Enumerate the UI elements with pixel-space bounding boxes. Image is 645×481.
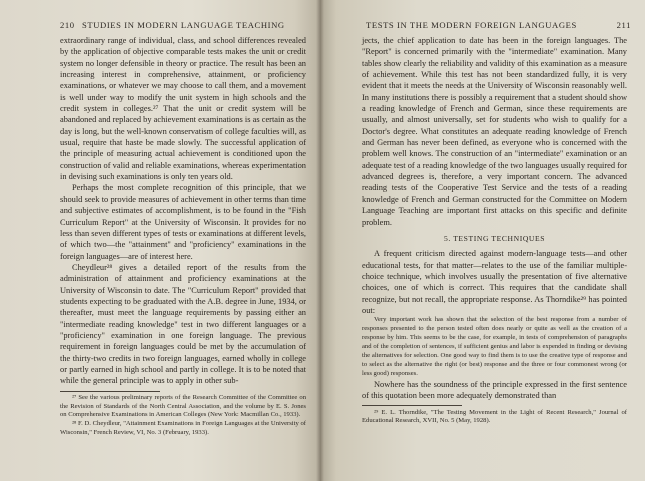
block-quote: Very important work has shown that the selection of the best response from a number of responses presented to the person tested often does nearly or quite as well as the creation of a response by him. This seems to be the case, for example, in tests of comprehension of paragraphs and of the completion of sentences, if sufficient genius and labor is expended in finding or devising the alternatives for selection. One good way to find them is to use the creative type of response and to select as the alternative the right (or best) response and the three or four commonest wrong (or less good) responses. bbox=[362, 316, 627, 377]
right-running-head: TESTS IN THE MODERN FOREIGN LANGUAGES bbox=[366, 20, 577, 30]
left-paragraph: Perhaps the most complete recognition of this principle, that we should seek to provide measures of achievement in other terms than time and subjective estimates of accomplishment, is to be found in the "Fish Curriculum Report" at the University of Wisconsin. It provides for no less than seven different types of tests or examinations at different levels, of which two—the "attainment" and "proficiency" examinations in the foreign languages—are of interest here. bbox=[60, 183, 306, 261]
right-page-number: 211 bbox=[616, 20, 631, 30]
footnote: ²⁹ E. L. Thorndike, "The Testing Movement in the Light of Recent Research," Journal of Educational Research, XVII, No. 5 (May, 1928). bbox=[362, 408, 627, 425]
footnote-rule bbox=[362, 405, 462, 406]
left-running-head: STUDIES IN MODERN LANGUAGE TEACHING bbox=[82, 20, 285, 30]
footnote: ²⁸ F. D. Cheydleur, "Attainment Examinations in Foreign Languages at the University of Wisconsin," French Review, VI, No. 3 (February, 1933). bbox=[60, 420, 306, 436]
section-heading: 5. TESTING TECHNIQUES bbox=[443, 233, 546, 243]
right-paragraph: Nowhere has the soundness of the principle expressed in the first sentence of this quotation been more adequately demonstrated than bbox=[362, 379, 627, 400]
left-page bbox=[0, 0, 320, 481]
right-paragraph: A frequent criticism directed against modern-language tests—and other educational tests, for that matter—relates to the use of the familiar multiple-choice technique, which involves usually the presentation of five alternative choices, one of which is correct. This requires that the candidate shall recognize, but not recall, the appropriate response. As Thorndike²⁹ has pointed out: bbox=[362, 249, 627, 315]
footnote-rule bbox=[60, 391, 160, 392]
book-gutter bbox=[316, 0, 324, 481]
left-paragraph: extraordinary range of individual, class, and school differences revealed by the application of objective comparable tests makes the unit or credit system no longer defensible in theory or practice. The result has been an increasing interest in comprehensive, attainment, or proficiency examinations, or whatever we may choose to call them, and a movement is well under way to modify the unit system in high schools and the credit system in colleges.²⁷ That the unit or credit system will be abandoned and replaced by achievement examinations is as certain as the day is long, but the well-known conservatism of college faculties will, as usual, require that haste be made slowly. The successful application of the principle of measuring actual achievement is conditioned upon the construction of valid and reliable examinations, whereas experimentation in devising such examinations is only ten years old. bbox=[60, 36, 306, 182]
footnote: ²⁷ See the various preliminary reports of the Research Committee of the Committee on the Revision of Standards of the North Central Association, and the volume by E. S. Jones on Comprehensive Examinations in American Colleges (New York: Macmillan Co., 1933). bbox=[60, 394, 306, 419]
left-paragraph: Cheydleur²⁸ gives a detailed report of the results from the administration of attainment and proficiency examinations at the University of Wisconsin to date. The "Curriculum Report" provided that students expecting to be graduated with the A.B. degree in June, 1934, or thereafter, must meet the language requirements by passing either an "intermediate reading knowledge" test in two different languages or a "proficiency" examination in one foreign language. The previous requirement in foreign languages could be met by the accumulation of the thirty-two credits in two foreign languages, earned wholly in college or partly earned in high school and partly in college. It is to be noted that while the general principle was to apply in other sub- bbox=[60, 262, 306, 386]
right-page-body bbox=[362, 35, 627, 426]
left-page-number: 210 bbox=[60, 20, 75, 30]
right-page bbox=[320, 0, 645, 481]
left-page-body bbox=[60, 35, 306, 437]
right-paragraph: jects, the chief application to date has been in the foreign languages. The "Report" is concerned primarily with the "intermediate" examination. Many tables show clearly the reliability and validity of this examination as a measure of achievement. While this test has not been standardized fully, it is very evident that it meets the needs at the University of Wisconsin reasonably well. In many institutions there is possibly a requirement that a student should show a reading knowledge of French and German, since these requirements are usually, and almost universally, set for students who wish to qualify for a Doctor's degree. What constitutes an adequate reading knowledge of French and German has never been defined, as everyone who is concerned with the problem well knows. The construction of an "intermediate" examination or an adequate test of a reading knowledge of the two languages usually required for advanced degrees is, therefore, a very important concern. The advanced reading tests of the Cooperative Test Service and the tests of a reading knowledge of French and German constructed for the Committee on Modern Language Teaching are important first attacks on this specific and definite problem. bbox=[362, 36, 627, 227]
